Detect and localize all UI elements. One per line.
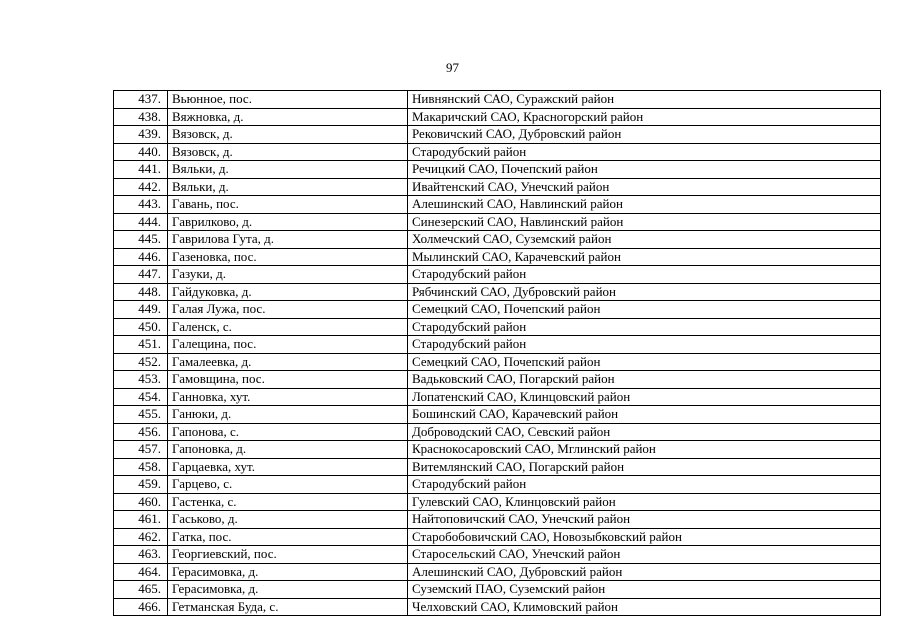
table-row <box>114 546 881 564</box>
row-number-cell: 465. <box>114 581 168 599</box>
district-cell: Старобобовичский САО, Новозыбковский район <box>408 528 881 546</box>
table-row <box>114 231 881 249</box>
row-number-cell: 442. <box>114 178 168 196</box>
settlement-name-cell: Гастенка, с. <box>168 493 408 511</box>
settlement-name-cell: Гапоновка, д. <box>168 441 408 459</box>
row-number-cell: 459. <box>114 476 168 494</box>
settlement-name-cell: Гетманская Буда, с. <box>168 598 408 616</box>
table-row <box>114 108 881 126</box>
row-number-cell: 466. <box>114 598 168 616</box>
settlements-table <box>113 90 881 616</box>
table-row <box>114 336 881 354</box>
settlement-name-cell: Вязовск, д. <box>168 126 408 144</box>
district-cell: Доброводский САО, Севский район <box>408 423 881 441</box>
row-number-cell: 444. <box>114 213 168 231</box>
table-row <box>114 581 881 599</box>
page-number: 97 <box>446 60 459 75</box>
table-row <box>114 266 881 284</box>
row-number-cell: 451. <box>114 336 168 354</box>
row-number-cell: 452. <box>114 353 168 371</box>
district-cell: Мылинский САО, Карачевский район <box>408 248 881 266</box>
district-cell: Речицкий САО, Почепский район <box>408 161 881 179</box>
district-cell: Суземский ПАО, Суземский район <box>408 581 881 599</box>
table-row <box>114 423 881 441</box>
table-row <box>114 161 881 179</box>
table-row <box>114 283 881 301</box>
table-row <box>114 301 881 319</box>
table-row <box>114 143 881 161</box>
district-cell: Гулевский САО, Клинцовский район <box>408 493 881 511</box>
settlement-name-cell: Герасимовка, д. <box>168 581 408 599</box>
settlement-name-cell: Гаврилова Гута, д. <box>168 231 408 249</box>
settlement-name-cell: Галенск, с. <box>168 318 408 336</box>
table-row <box>114 318 881 336</box>
row-number-cell: 438. <box>114 108 168 126</box>
settlement-name-cell: Ганновка, хут. <box>168 388 408 406</box>
table-row <box>114 178 881 196</box>
settlement-name-cell: Гаськово, д. <box>168 511 408 529</box>
row-number-cell: 449. <box>114 301 168 319</box>
row-number-cell: 458. <box>114 458 168 476</box>
district-cell: Синезерский САО, Навлинский район <box>408 213 881 231</box>
district-cell: Витемлянский САО, Погарский район <box>408 458 881 476</box>
district-cell: Нивнянский САО, Суражский район <box>408 91 881 109</box>
row-number-cell: 456. <box>114 423 168 441</box>
settlement-name-cell: Гатка, пос. <box>168 528 408 546</box>
row-number-cell: 445. <box>114 231 168 249</box>
district-cell: Стародубский район <box>408 143 881 161</box>
district-cell: Семецкий САО, Почепский район <box>408 353 881 371</box>
row-number-cell: 440. <box>114 143 168 161</box>
table-row <box>114 493 881 511</box>
settlement-name-cell: Гарцево, с. <box>168 476 408 494</box>
row-number-cell: 446. <box>114 248 168 266</box>
row-number-cell: 461. <box>114 511 168 529</box>
district-cell: Лопатенский САО, Клинцовский район <box>408 388 881 406</box>
district-cell: Макаричский САО, Красногорский район <box>408 108 881 126</box>
table-row <box>114 476 881 494</box>
table-row <box>114 458 881 476</box>
table-row <box>114 388 881 406</box>
table-body <box>114 91 881 616</box>
row-number-cell: 448. <box>114 283 168 301</box>
settlement-name-cell: Вяжновка, д. <box>168 108 408 126</box>
table-row <box>114 213 881 231</box>
settlement-name-cell: Гарцаевка, хут. <box>168 458 408 476</box>
district-cell: Семецкий САО, Почепский район <box>408 301 881 319</box>
settlement-name-cell: Гамовщина, пос. <box>168 371 408 389</box>
settlement-name-cell: Гайдуковка, д. <box>168 283 408 301</box>
row-number-cell: 462. <box>114 528 168 546</box>
settlement-name-cell: Гамалеевка, д. <box>168 353 408 371</box>
district-cell: Стародубский район <box>408 266 881 284</box>
settlement-name-cell: Вьюнное, пос. <box>168 91 408 109</box>
settlement-name-cell: Вяльки, д. <box>168 161 408 179</box>
row-number-cell: 439. <box>114 126 168 144</box>
row-number-cell: 450. <box>114 318 168 336</box>
table-row <box>114 511 881 529</box>
district-cell: Стародубский район <box>408 336 881 354</box>
row-number-cell: 437. <box>114 91 168 109</box>
settlement-name-cell: Газеновка, пос. <box>168 248 408 266</box>
table-row <box>114 406 881 424</box>
row-number-cell: 460. <box>114 493 168 511</box>
district-cell: Челховский САО, Климовский район <box>408 598 881 616</box>
district-cell: Алешинский САО, Дубровский район <box>408 563 881 581</box>
row-number-cell: 447. <box>114 266 168 284</box>
settlement-name-cell: Георгиевский, пос. <box>168 546 408 564</box>
row-number-cell: 443. <box>114 196 168 214</box>
district-cell: Стародубский район <box>408 318 881 336</box>
settlement-name-cell: Гаврилково, д. <box>168 213 408 231</box>
settlement-name-cell: Галещина, пос. <box>168 336 408 354</box>
district-cell: Алешинский САО, Навлинский район <box>408 196 881 214</box>
settlement-name-cell: Газуки, д. <box>168 266 408 284</box>
table-row <box>114 371 881 389</box>
district-cell: Ивайтенский САО, Унечский район <box>408 178 881 196</box>
table-row <box>114 441 881 459</box>
row-number-cell: 454. <box>114 388 168 406</box>
table-row <box>114 528 881 546</box>
row-number-cell: 441. <box>114 161 168 179</box>
settlement-name-cell: Гапонова, с. <box>168 423 408 441</box>
district-cell: Найтоповичский САО, Унечский район <box>408 511 881 529</box>
row-number-cell: 457. <box>114 441 168 459</box>
row-number-cell: 464. <box>114 563 168 581</box>
district-cell: Стародубский район <box>408 476 881 494</box>
district-cell: Рековичский САО, Дубровский район <box>408 126 881 144</box>
district-cell: Бошинский САО, Карачевский район <box>408 406 881 424</box>
table-row <box>114 563 881 581</box>
settlement-name-cell: Галая Лужа, пос. <box>168 301 408 319</box>
table-row <box>114 353 881 371</box>
row-number-cell: 463. <box>114 546 168 564</box>
settlement-name-cell: Ганюки, д. <box>168 406 408 424</box>
district-cell: Вадьковский САО, Погарский район <box>408 371 881 389</box>
district-cell: Старосельский САО, Унечский район <box>408 546 881 564</box>
settlement-name-cell: Вязовск, д. <box>168 143 408 161</box>
district-cell: Холмечский САО, Суземский район <box>408 231 881 249</box>
district-cell: Рябчинский САО, Дубровский район <box>408 283 881 301</box>
district-cell: Краснокосаровский САО, Мглинский район <box>408 441 881 459</box>
row-number-cell: 453. <box>114 371 168 389</box>
settlement-name-cell: Гавань, пос. <box>168 196 408 214</box>
row-number-cell: 455. <box>114 406 168 424</box>
table-row <box>114 196 881 214</box>
table-row <box>114 248 881 266</box>
table-row <box>114 598 881 616</box>
settlement-name-cell: Герасимовка, д. <box>168 563 408 581</box>
settlement-name-cell: Вяльки, д. <box>168 178 408 196</box>
table-row <box>114 91 881 109</box>
table-row <box>114 126 881 144</box>
